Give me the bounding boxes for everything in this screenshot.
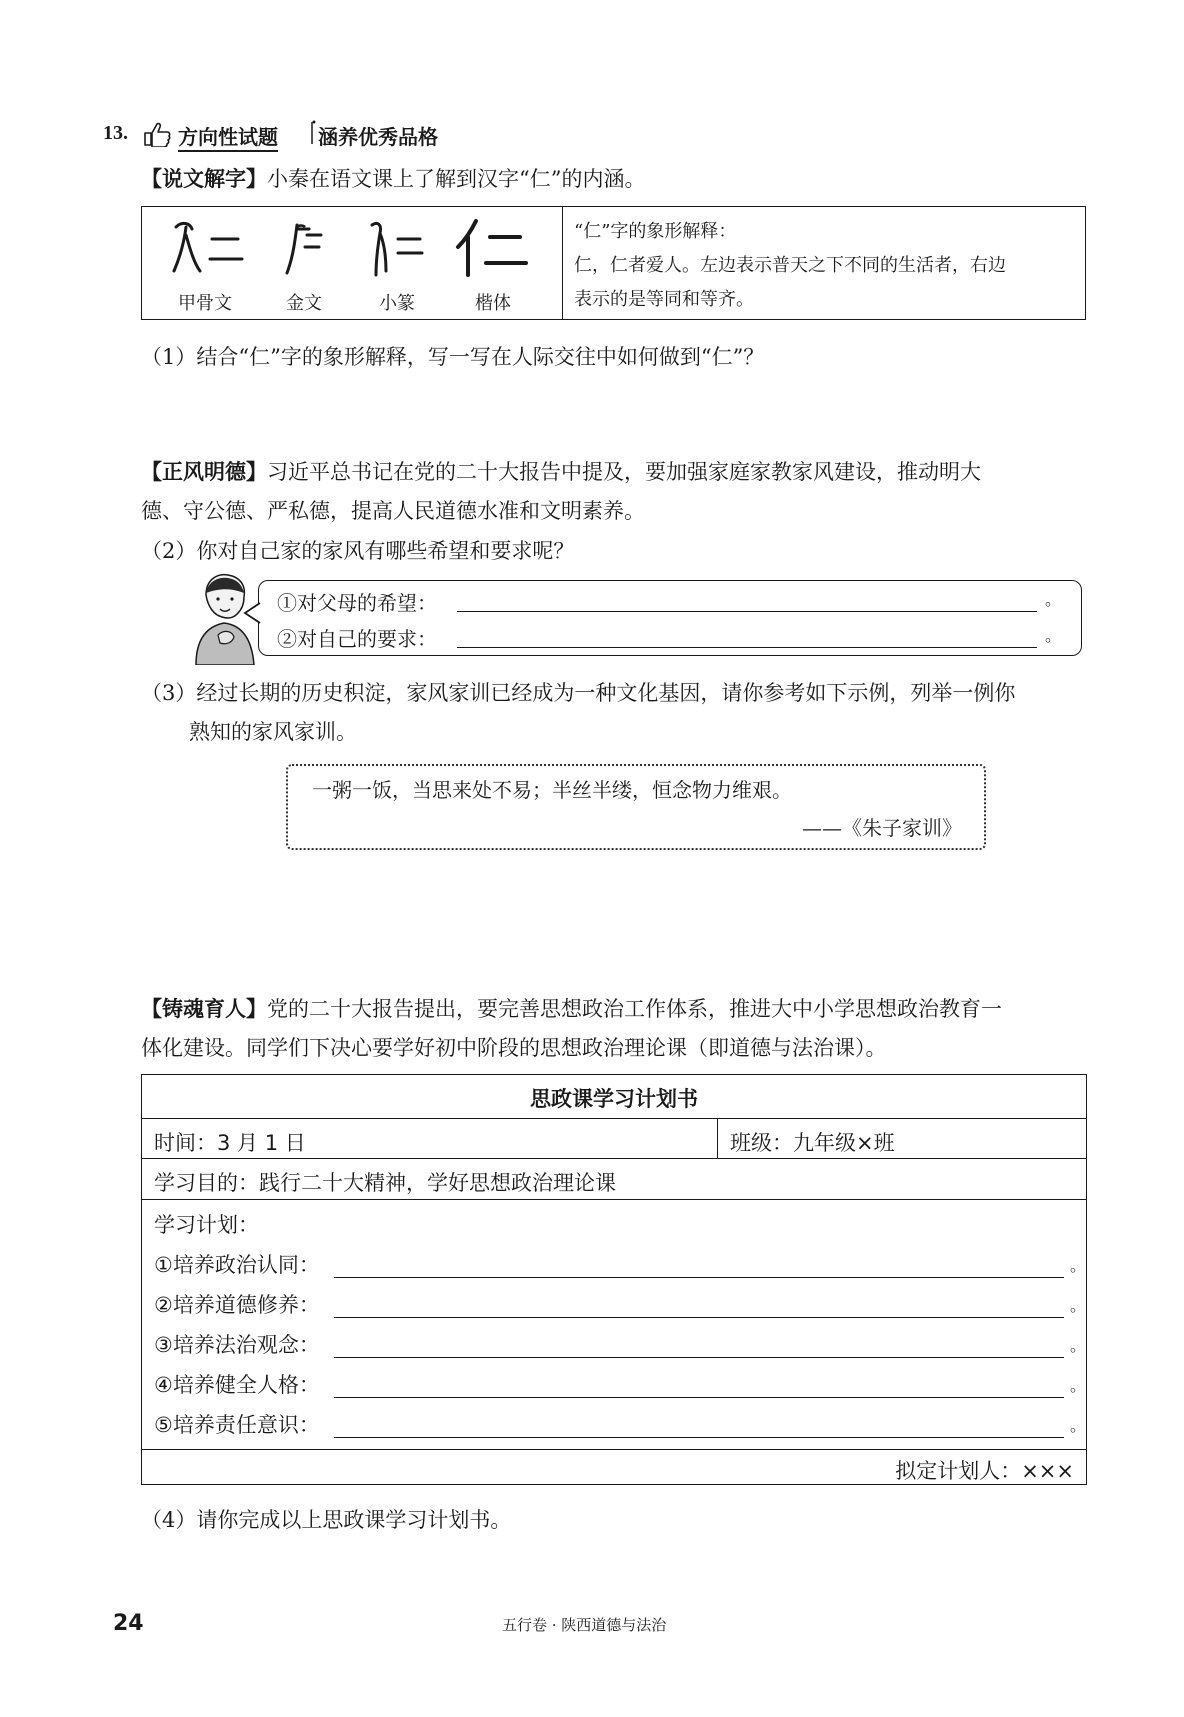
plan-goal: 学习目的：践行二十大精神，学好思想政治理论课 <box>154 1171 616 1195</box>
question-3-line2: 熟知的家风家训。 <box>189 720 357 744</box>
plan-row-divider-1 <box>142 1118 1086 1119</box>
answer-blank-self[interactable] <box>457 647 1037 648</box>
character-table <box>141 206 1086 320</box>
table-divider <box>562 207 563 319</box>
plan-blank-5[interactable] <box>334 1437 1064 1438</box>
plan-label: 学习计划： <box>154 1213 259 1237</box>
bubble-end-mark-1: 。 <box>1045 590 1062 609</box>
thumbs-up-icon <box>142 121 174 147</box>
plan-blank-2[interactable] <box>334 1317 1064 1318</box>
answer-blank-parents[interactable] <box>457 611 1037 612</box>
plan-item-2: ②培养道德修养： <box>154 1293 320 1317</box>
book-title: 五行卷 · 陕西道德与法治 <box>502 1616 667 1634</box>
explain-line1: 仁，仁者爱人。左边表示普天之下不同的生活者，右边 <box>574 255 1006 276</box>
question-3-line1: （3）经过长期的历史积淀，家风家训已经成为一种文化基因，请你参考如下示例，列举一例你 <box>141 681 1016 705</box>
bubble-tail <box>243 601 261 625</box>
regular-script-glyph <box>454 215 534 279</box>
plan-table-title: 思政课学习计划书 <box>530 1087 698 1111</box>
plan-class: 班级：九年级×班 <box>730 1131 895 1155</box>
plan-blank-3[interactable] <box>334 1357 1064 1358</box>
plan-item-5: ⑤培养责任意识： <box>154 1413 320 1437</box>
study-plan-table <box>141 1074 1087 1485</box>
bubble-line-parents: ①对父母的希望： <box>277 591 437 615</box>
section3-heading: 【铸魂育人】 <box>141 997 267 1021</box>
plan-planner: 拟定计划人：××× <box>895 1459 1074 1483</box>
plan-blank-4[interactable] <box>334 1397 1064 1398</box>
section2-text-line1: 习近平总书记在党的二十大报告中提及，要加强家庭家教家风建设，推动明大 <box>267 460 981 484</box>
bronze-glyph <box>267 215 347 279</box>
character-explanation <box>574 215 1006 317</box>
speech-bubble <box>258 580 1082 656</box>
plan-end-mark-3: 。 <box>1070 1336 1087 1355</box>
plan-blank-1[interactable] <box>334 1277 1064 1278</box>
page-number: 24 <box>113 1611 144 1636</box>
question-2: （2）你对自己家的家风有哪些希望和要求呢？ <box>141 539 575 563</box>
quote-text: 一粥一饭，当思来处不易；半丝半缕，恒念物力维艰。 <box>312 778 792 802</box>
question-4: （4）请你完成以上思政课学习计划书。 <box>141 1508 512 1532</box>
tag-bracket-icon <box>306 118 318 146</box>
question-title: 涵养优秀品格 <box>318 125 438 149</box>
glyph-label-oracle: 甲骨文 <box>178 293 232 314</box>
quote-source: ——《朱子家训》 <box>802 816 962 840</box>
section2-intro-line1 <box>141 457 981 487</box>
plan-end-mark-4: 。 <box>1070 1376 1087 1395</box>
plan-end-mark-1: 。 <box>1070 1256 1087 1275</box>
question-number: 13. <box>103 122 128 144</box>
plan-row-divider-3 <box>142 1199 1086 1200</box>
plan-time: 时间：3 月 1 日 <box>154 1131 306 1155</box>
section3-intro-line2: 体化建设。同学们下决心要学好初中阶段的思想政治理论课（即道德与法治课）。 <box>141 1036 887 1060</box>
oracle-bone-glyph <box>168 215 248 279</box>
glyph-label-regular: 楷体 <box>475 293 511 314</box>
plan-item-4: ④培养健全人格： <box>154 1373 320 1397</box>
glyph-label-bronze: 金文 <box>286 293 322 314</box>
explain-line2: 表示的是等同和等齐。 <box>574 289 754 310</box>
glyph-label-seal: 小篆 <box>379 293 415 314</box>
plan-col-divider <box>717 1118 718 1158</box>
bubble-line-self: ②对自己的要求： <box>277 627 437 651</box>
section1-heading: 【说文解字】 <box>141 167 267 191</box>
plan-end-mark-5: 。 <box>1070 1416 1087 1435</box>
section2-heading: 【正风明德】 <box>141 460 267 484</box>
plan-row-divider-2 <box>142 1158 1086 1159</box>
plan-item-1: ①培养政治认同： <box>154 1253 320 1277</box>
bubble-end-mark-2: 。 <box>1045 626 1062 645</box>
seal-script-glyph <box>358 215 438 279</box>
explain-title: “仁”字的象形解释： <box>574 221 737 242</box>
question-tag <box>178 121 278 150</box>
section1-intro <box>141 164 645 194</box>
plan-end-mark-2: 。 <box>1070 1296 1087 1315</box>
question-1: （1）结合“仁”字的象形解释，写一写在人际交往中如何做到“仁”？ <box>141 345 765 369</box>
section1-text: 小秦在语文课上了解到汉字“仁”的内涵。 <box>267 167 646 191</box>
section3-text-line1: 党的二十大报告提出，要完善思想政治工作体系，推进大中小学思想政治教育一 <box>267 997 1002 1021</box>
plan-row-divider-4 <box>142 1449 1086 1450</box>
section3-intro-line1 <box>141 994 1002 1024</box>
section2-intro-line2: 德、守公德、严私德，提高人民道德水准和文明素养。 <box>141 499 645 523</box>
example-quote-box <box>286 764 986 850</box>
question-tag-label: 方向性试题 <box>178 125 278 152</box>
plan-item-3: ③培养法治观念： <box>154 1333 320 1357</box>
